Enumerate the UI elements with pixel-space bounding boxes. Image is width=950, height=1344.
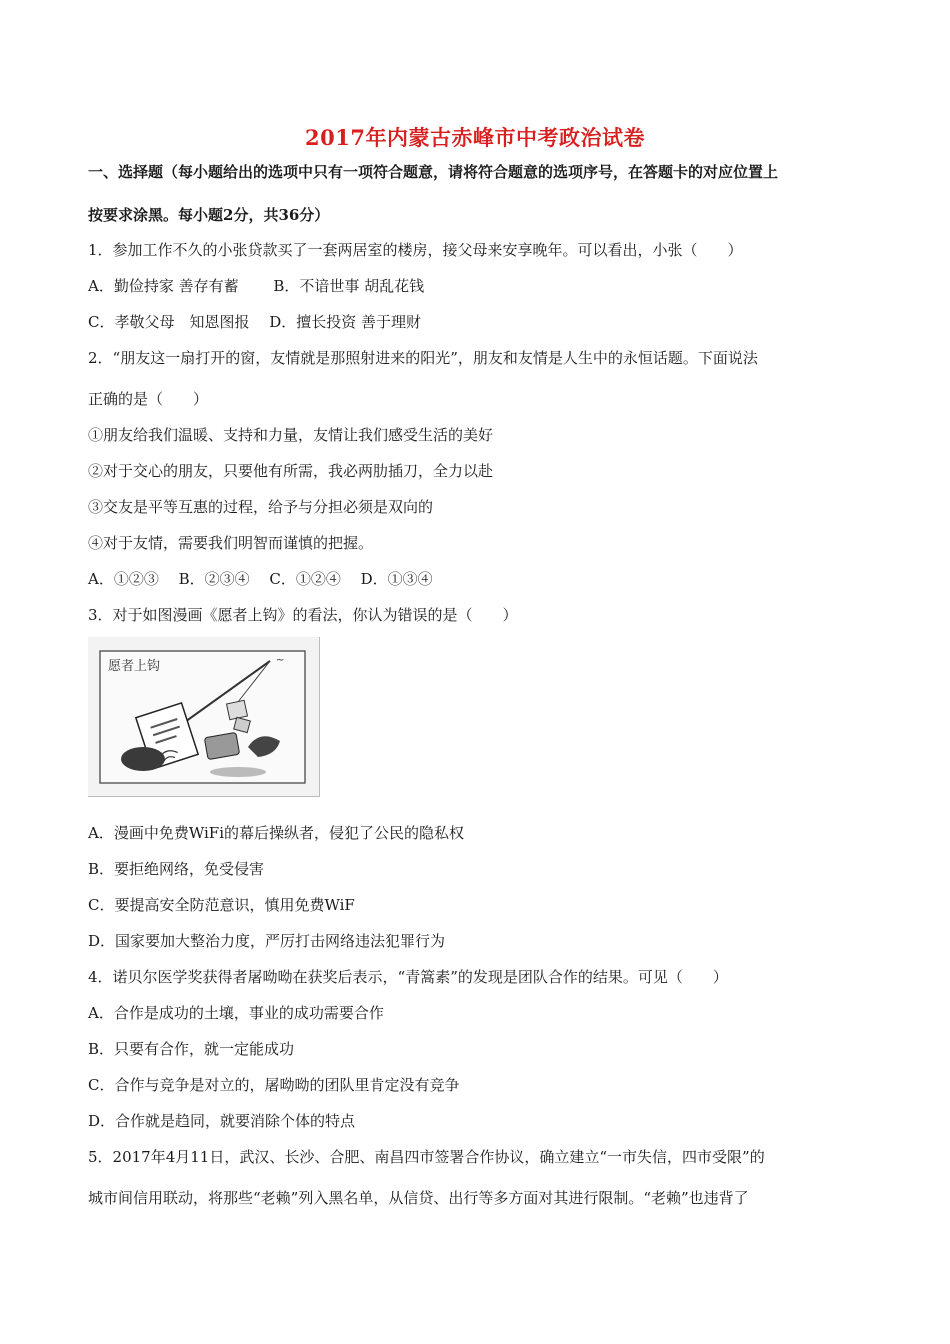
page-title: 2017年内蒙古赤峰市中考政治试卷 (305, 125, 645, 150)
q2-statement-4: ④对于友情，需要我们明智而谨慎的把握。 (88, 534, 374, 552)
hidden-operator (121, 747, 165, 771)
cartoon-caption: 愿者上钩 (108, 659, 161, 674)
q1-options-cd: C．孝敬父母 知恩图报 D．擅长投资 善于理财 (88, 313, 422, 331)
cartoon-figure (88, 637, 320, 797)
q3-stem: 3．对于如图漫画《愿者上钩》的看法，你认为错误的是（ ） (88, 606, 518, 624)
q3-option-c: C．要提高安全防范意识，慎用免费WiF (88, 896, 355, 914)
q2-statement-2: ②对于交心的朋友，只要他有所需，我必两肋插刀，全力以赴 (88, 462, 494, 480)
q3-option-d: D．国家要加大整治力度，严厉打击网络违法犯罪行为 (88, 932, 446, 950)
q4-option-d: D．合作就是趋同，就要消除个体的特点 (88, 1112, 356, 1130)
q2-statement-1: ①朋友给我们温暖、支持和力量，友情让我们感受生活的美好 (88, 426, 494, 444)
section-heading-line1: 一、选择题（每小题给出的选项中只有一项符合题意，请将符合题意的选项序号，在答题卡的对应位置上 (88, 163, 779, 181)
q3-option-a: A．漫画中免费WiFi的幕后操纵者，侵犯了公民的隐私权 (88, 824, 464, 842)
q5-stem-line2: 城市间信用联动，将那些“老赖”列入黑名单，从信贷、出行等多方面对其进行限制。“老赖”也违背了 (88, 1189, 749, 1207)
svg-text:~: ~ (276, 655, 285, 666)
q1-stem: 1．参加工作不久的小张贷款买了一套两居室的楼房，接父母来安享晚年。可以看出，小张（ ） (88, 241, 743, 259)
q4-option-a: A．合作是成功的土壤，事业的成功需要合作 (88, 1004, 384, 1022)
q2-options: A．①②③ B．②③④ C．①②④ D．①③④ (88, 570, 433, 588)
q4-option-c: C．合作与竞争是对立的，屠呦呦的团队里肯定没有竞争 (88, 1076, 460, 1094)
q3-option-b: B．要拒绝网络，免受侵害 (88, 860, 265, 878)
q2-stem-line2: 正确的是（ ） (88, 390, 209, 408)
bait-card (227, 700, 248, 719)
q2-stem-line1: 2．“朋友这一扇打开的窗，友情就是那照射进来的阳光”，朋友和友情是人生中的永恒话题。下面说法 (88, 349, 758, 367)
q2-statement-3: ③交友是平等互惠的过程，给予与分担必须是双向的 (88, 498, 434, 516)
q1-options-ab: A．勤俭持家 善存有蓄 B．不谙世事 胡乱花钱 (88, 277, 425, 295)
cartoon-illustration (88, 637, 319, 796)
q4-stem: 4．诺贝尔医学奖获得者屠呦呦在获奖后表示，“青篙素”的发现是团队合作的结果。可见（ ） (88, 968, 728, 986)
q5-stem-line1: 5．2017年4月11日，武汉、长沙、合肥、南昌四市签署合作协议，确立建立“一市失信，四市受限”的 (88, 1148, 765, 1166)
q4-option-b: B．只要有合作，就一定能成功 (88, 1040, 295, 1058)
section-heading-line2: 按要求涂黑。每小题2分，共36分） (88, 206, 330, 224)
